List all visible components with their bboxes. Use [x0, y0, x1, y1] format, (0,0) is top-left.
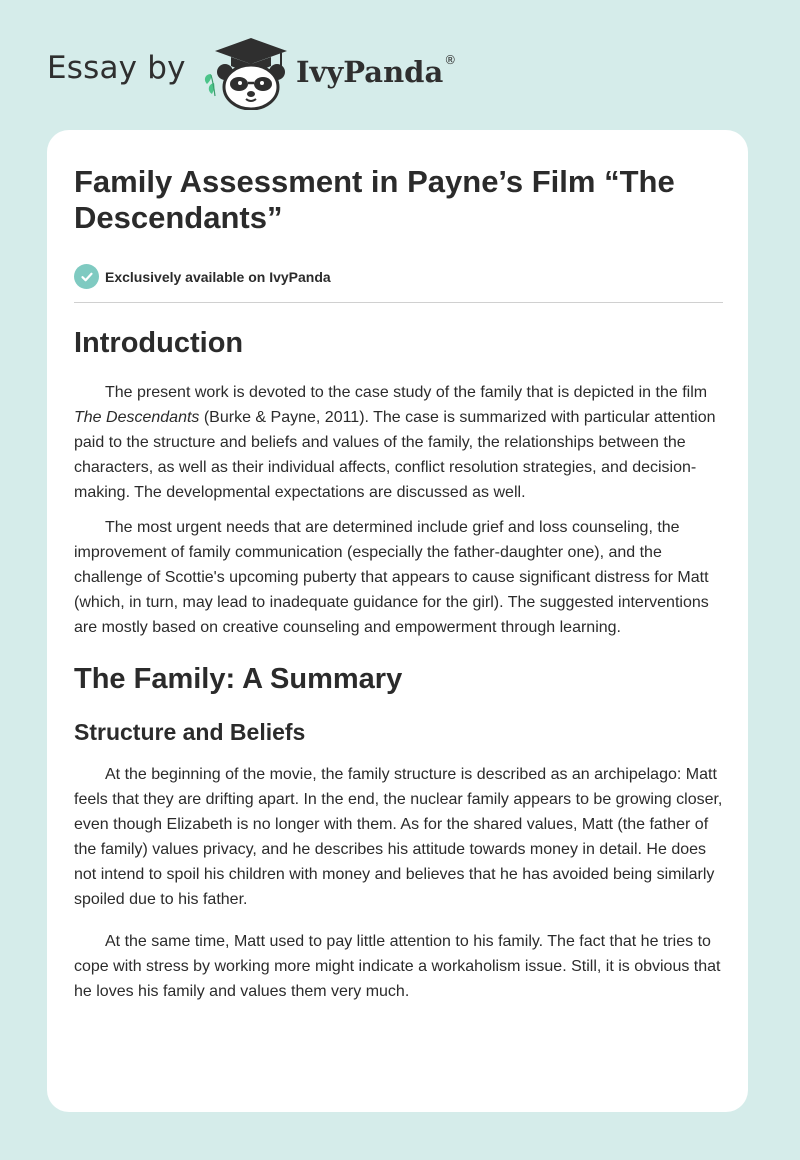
- badge-text: Exclusively available on IvyPanda: [105, 268, 331, 285]
- heading-introduction: Introduction: [74, 327, 244, 359]
- paragraph-structure-1: At the beginning of the movie, the family structure is described as an archipelago: Matt feels that they are drifting apart. In the end, the nuclear family appears to be growing closer, even though Elizabeth is no longer with them. As for the shared values, Matt (the father of the family) values privacy, and he describes his attitude towards money in detail. He does not intend to spoil his children with money and believes that he has avoided being similarly spoiled due to his father.: [74, 766, 723, 908]
- panda-logo-icon: [201, 36, 293, 110]
- paragraph-structure-2: At the same time, Matt used to pay little attention to his family. The fact that he tries to cope with stress by working more might indicate a workaholism issue. Still, it is obvious that he loves his family and values them very much.: [74, 933, 721, 1000]
- heading-structure-beliefs: Structure and Beliefs: [74, 719, 306, 745]
- site-header: [0, 0, 800, 130]
- registered-mark: ®: [444, 53, 457, 67]
- divider: [74, 302, 723, 303]
- check-circle-icon: [74, 264, 99, 289]
- heading-family-summary: The Family: A Summary: [74, 663, 403, 695]
- paragraph-intro-1: The present work is devoted to the case study of the family that is depicted in the film The Descendants (Burke & Payne, 2011). The case is summarized with particular attention paid to the structure and beliefs and values of the family, the relationships between the characters, as well as their individual affects, conflict resolution strategies, and decision-making. The developmental expectations are discussed as well.: [74, 384, 716, 501]
- essay-title: Family Assessment in Payne’s Film “The Descendants”: [74, 164, 675, 235]
- paragraph-intro-2: The most urgent needs that are determined include grief and loss counseling, the improvement of family communication (especially the father-daughter one), and the challenge of Scottie's upcoming puberty that appears to cause significant distress for Matt (which, in turn, may lead to inadequate guidance for the girl). The suggested interventions are mostly based on creative counseling and empowerment through learning.: [74, 519, 709, 636]
- essay-body: [74, 323, 724, 1004]
- brand-name[interactable]: IvyPanda®: [296, 53, 457, 89]
- essay-card: [47, 130, 748, 1112]
- exclusive-badge: [74, 263, 331, 290]
- brand-prefix: Essay by: [47, 50, 186, 86]
- film-title: The Descendants: [74, 409, 200, 426]
- ivy-leaf-icon: [205, 74, 215, 96]
